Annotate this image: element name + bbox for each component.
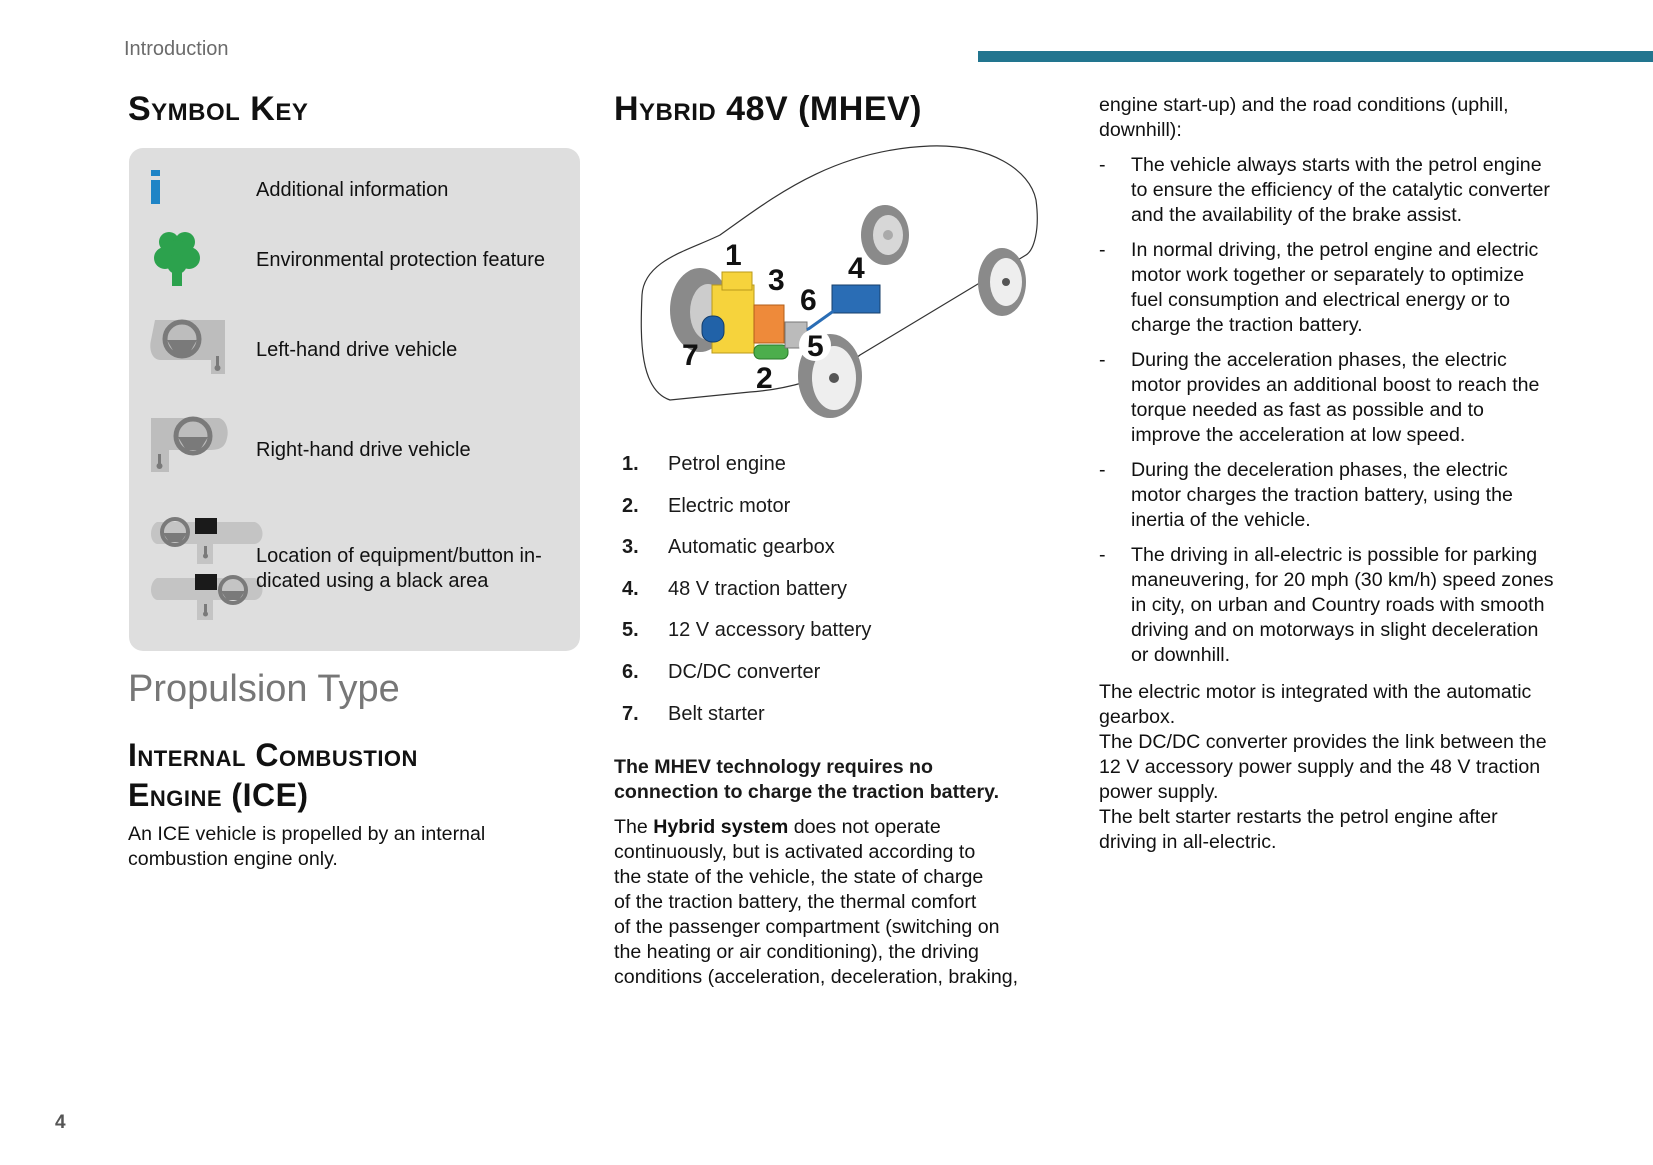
bullet-text: The driving in all-electric is possible for parking maneuvering, for 20 mph (30 km/h) speed zones in city, on urban and Country roads with smooth driving and on motorways in slight deceleration or downhill. [1131, 544, 1554, 666]
gearbox-shape [754, 305, 784, 343]
mhev-charging-note [614, 755, 1044, 805]
key-label-equipment-line1: Location of equipment/button in- [256, 545, 542, 567]
bullet-text: During the acceleration phases, the electric motor provides an additional boost to reach the torque needed as fast as possible and to improve the acceleration at low speed. [1131, 349, 1540, 446]
key-label-rhd: Right-hand drive vehicle [256, 439, 471, 461]
mhev-note-line1: The MHEV technology requires no [614, 756, 933, 778]
hybrid-para-line: the heating or air conditioning), the driving [614, 941, 979, 963]
bullet-item [1099, 153, 1559, 228]
para-rest: does not operate [788, 816, 941, 838]
hybrid-para-line: conditions (acceleration, deceleration, braking, [614, 966, 1019, 988]
symbol-key-title: Symbol Key [128, 90, 309, 128]
legend-label: Petrol engine [668, 453, 786, 475]
legend-number: 7. [622, 702, 639, 725]
component-legend [622, 453, 1042, 744]
closing-paragraph: The belt starter restarts the petrol engine after driving in all-electric. [1099, 806, 1498, 853]
operation-column [1099, 93, 1559, 855]
bullet-item [1099, 238, 1559, 338]
callout-7: 7 [682, 339, 699, 372]
rear-wheel-far [861, 205, 909, 265]
page-number: 4 [55, 1112, 66, 1133]
legend-label: 48 V traction battery [668, 577, 847, 600]
legend-item [622, 495, 1042, 537]
callout-4: 4 [848, 252, 865, 285]
ice-description-line2: combustion engine only. [128, 848, 338, 870]
traction-battery-shape [832, 285, 880, 313]
bullet-marker: - [1099, 154, 1106, 176]
callout-2: 2 [756, 362, 773, 395]
legend-item [622, 703, 1042, 745]
belt-starter-shape [702, 316, 724, 342]
bullet-marker: - [1099, 459, 1106, 481]
bullet-text: The vehicle always starts with the petrol engine to ensure the efficiency of the catalytic converter and the availability of the brake assist. [1131, 154, 1550, 226]
legend-label: Electric motor [668, 494, 791, 517]
callout-6: 6 [800, 284, 817, 317]
mhev-note-line2: connection to charge the traction battery. [614, 781, 1000, 803]
legend-label: Automatic gearbox [668, 536, 835, 559]
legend-number: 1. [622, 453, 639, 475]
bullet-item [1099, 348, 1559, 448]
bullet-marker: - [1099, 349, 1106, 371]
legend-label: DC/DC converter [668, 660, 821, 683]
legend-item [622, 578, 1042, 620]
legend-number: 5. [622, 619, 639, 642]
ice-title [128, 735, 418, 815]
equipment-location-icon [149, 508, 269, 633]
key-label-lhd: Left-hand drive vehicle [256, 339, 458, 361]
header-accent-bar [978, 51, 1653, 62]
callout-3: 3 [768, 264, 785, 297]
symbol-key-box [129, 148, 580, 651]
legend-number: 6. [622, 660, 639, 683]
hybrid-para-line: continuously, but is activated according to [614, 841, 976, 863]
legend-number: 3. [622, 536, 639, 559]
hybrid-para-line: of the passenger compartment (switching on [614, 916, 1000, 938]
mhev-vehicle-diagram [630, 140, 1050, 430]
ice-title-line2: Engine (ICE) [128, 777, 309, 813]
continuation-text: engine start-up) and the road conditions (uphill, downhill): [1099, 94, 1509, 141]
hybrid-system-paragraph [614, 815, 1054, 990]
bullet-text: In normal driving, the petrol engine and electric motor work together or separately to optimize fuel consumption and electrical energy or to charge the traction battery. [1131, 239, 1539, 336]
legend-item [622, 453, 1042, 495]
ice-description-line1: An ICE vehicle is propelled by an internal [128, 823, 486, 845]
legend-item [622, 619, 1042, 661]
bullet-marker: - [1099, 239, 1106, 261]
propulsion-type-title: Propulsion Type [128, 668, 400, 710]
bullet-text: During the deceleration phases, the electric motor charges the traction battery, using the inertia of the vehicle. [1131, 459, 1513, 531]
legend-item [622, 661, 1042, 703]
callout-5: 5 [807, 330, 824, 363]
ice-description [128, 822, 568, 872]
legend-number: 2. [622, 494, 639, 517]
hybrid-system-term: Hybrid system [653, 816, 789, 838]
legend-label: Belt starter [668, 702, 765, 725]
section-label: Introduction [124, 38, 229, 60]
key-label-info: Additional information [256, 179, 449, 201]
hybrid-para-line: of the traction battery, the thermal comfort [614, 891, 977, 913]
tree-icon [153, 230, 201, 291]
bullet-item [1099, 543, 1559, 668]
info-icon [149, 170, 163, 209]
bullet-marker: - [1099, 544, 1106, 566]
bullet-item [1099, 458, 1559, 533]
legend-label: 12 V accessory battery [668, 619, 872, 642]
key-label-environment: Environmental protection feature [256, 249, 546, 271]
callout-1: 1 [725, 239, 742, 272]
legend-item [622, 536, 1042, 578]
key-label-equipment [256, 544, 542, 594]
key-label-equipment-line2: dicated using a black area [256, 570, 489, 592]
closing-paragraph: The DC/DC converter provides the link between the 12 V accessory power supply and the 48 V traction power supply. [1099, 731, 1547, 803]
legend-number: 4. [622, 577, 639, 600]
left-hand-drive-icon [149, 318, 229, 383]
hybrid-para-line1 [614, 815, 1054, 840]
electric-motor-shape [754, 345, 788, 359]
ice-title-line1: Internal Combustion [128, 737, 418, 773]
rear-wheel-near [978, 248, 1026, 316]
para-intro: The [614, 816, 654, 838]
hybrid-para-line: the state of the vehicle, the state of charge [614, 866, 984, 888]
hybrid-title: Hybrid 48V (MHEV) [614, 90, 922, 128]
closing-paragraph: The electric motor is integrated with the automatic gearbox. [1099, 681, 1532, 728]
right-hand-drive-icon [149, 416, 229, 481]
